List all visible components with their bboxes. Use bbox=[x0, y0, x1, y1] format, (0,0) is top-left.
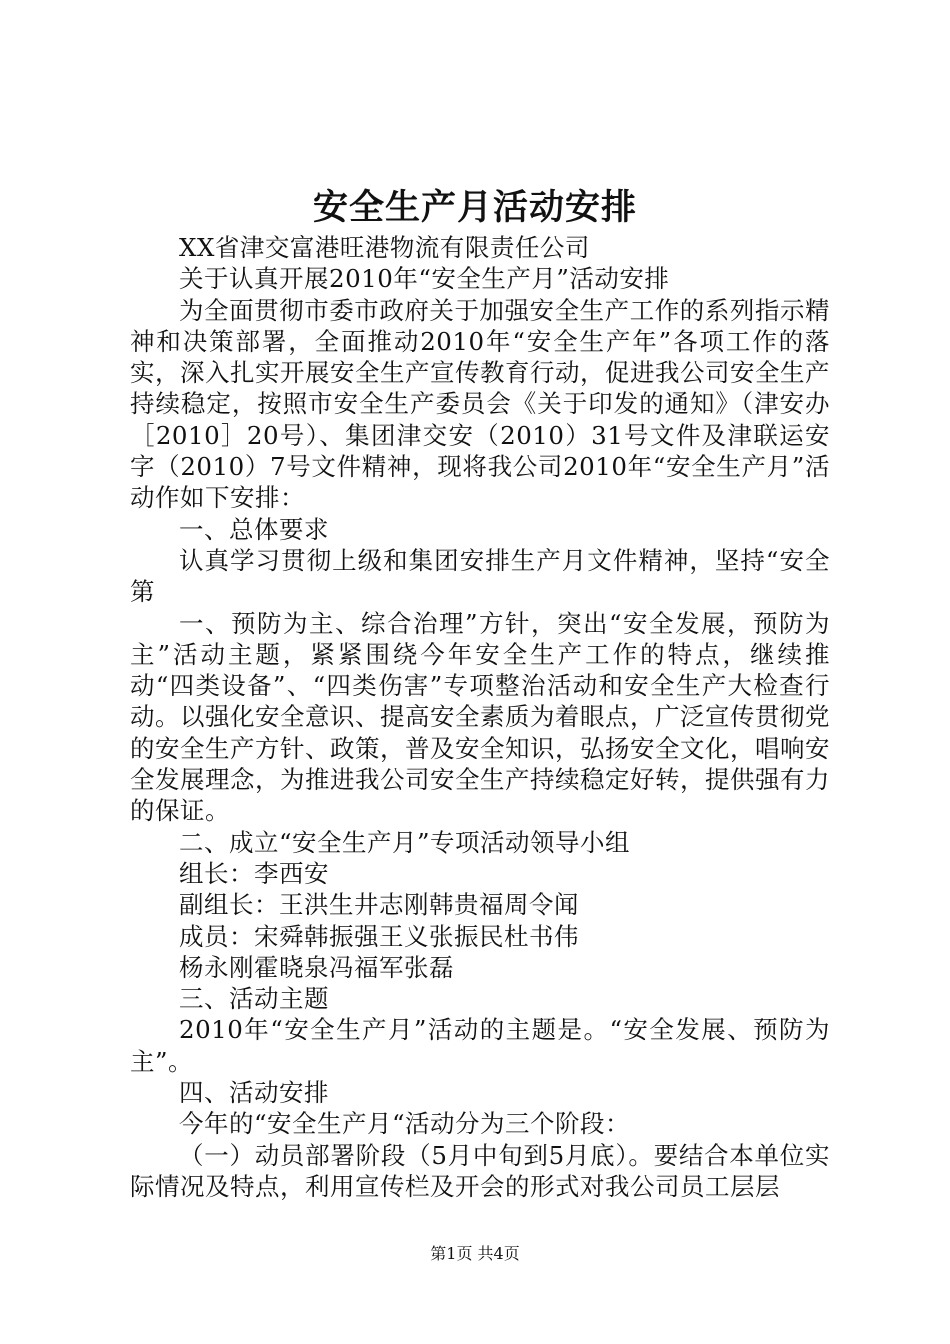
members-line-2: 杨永刚霍晓泉冯福军张磊 bbox=[179, 952, 454, 982]
section-heading-4: 四、活动安排 bbox=[179, 1078, 329, 1108]
section-heading-2: 二、成立“安全生产月”专项活动领导小组 bbox=[179, 827, 631, 857]
stage-1-paragraph: （一）动员部署阶段（5月中旬到5月底）。要结合本单位实际情况及特点，利用宣传栏及开会的形式对我公司员工层层 bbox=[130, 1140, 830, 1201]
section-heading-3: 三、活动主题 bbox=[179, 984, 329, 1014]
section-heading-1: 一、总体要求 bbox=[179, 514, 329, 544]
policy-paragraph: 一、预防为主、综合治理”方针，突出“安全发展，预防为主”活动主题，紧紧围绕今年安全生产工作的特点，继续推动“四类设备”、“四类伤害”专项整治活动和安全生产大检查行动。以强化安全意识、提高安全素质为着眼点，广泛宣传贯彻党的安全生产方针、政策，普及安全知识，弘扬安全文化，唱响安全发展理念，为推进我公司安全生产持续稳定好转，提供强有力的保证。 bbox=[130, 608, 830, 826]
company-name: XX省津交富港旺港物流有限责任公司 bbox=[179, 233, 590, 262]
stages-intro: 今年的“安全生产月“活动分为三个阶段： bbox=[179, 1109, 631, 1139]
group-leader: 组长：李西安 bbox=[179, 858, 329, 888]
requirements-paragraph: 认真学习贯彻上级和集团安排生产月文件精神，坚持“安全第 bbox=[130, 545, 830, 607]
theme-paragraph: 2010年“安全生产月”活动的主题是。“安全发展、预防为主”。 bbox=[130, 1015, 830, 1076]
page-footer: 第1页 共4页 bbox=[430, 1244, 520, 1263]
intro-paragraph: 为全面贯彻市委市政府关于加强安全生产工作的系列指示精神和决策部署，全面推动2010年“安全生产年”各项工作的落实，深入扎实开展安全生产宣传教育行动，促进我公司安全生产持续稳定，按照市安全生产委员会《关于印发的通知》（津安办［2010］20号）、集团津交安（2010）31号文件及津联运安字（2010）7号文件精神，现将我公司2010年“安全生产月”活动作如下安排： bbox=[130, 295, 830, 513]
deputy-leaders: 副组长：王洪生井志刚韩贵福周令闻 bbox=[179, 890, 579, 920]
document-body bbox=[130, 232, 830, 1202]
members-line-1: 成员：宋舜韩振强王义张振民杜书伟 bbox=[179, 921, 579, 951]
subject-line: 关于认真开展2010年“安全生产月”活动安排 bbox=[179, 264, 670, 294]
document-title: 安全生产月活动安排 bbox=[312, 187, 637, 228]
